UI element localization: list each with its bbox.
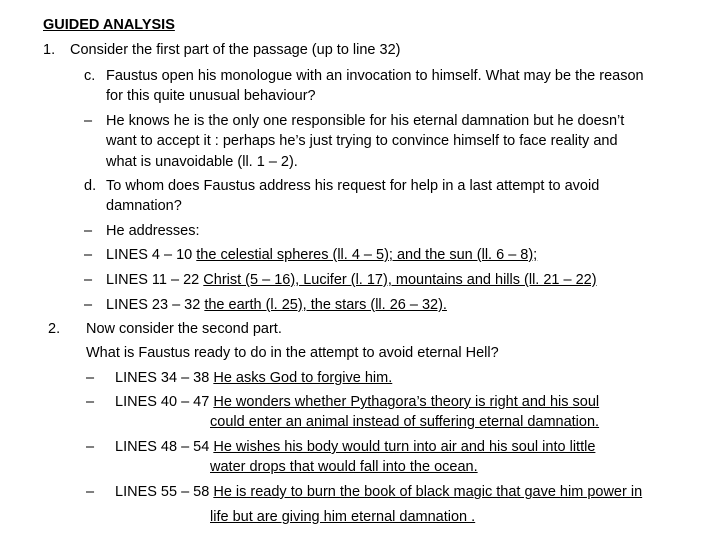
q2-answer-line <box>115 369 392 387</box>
q2-answer-line <box>115 483 642 501</box>
q1c-answer-line: He knows he is the only one responsible for his eternal damnation but he doesn’t <box>106 113 625 129</box>
q1d-label: d. <box>84 178 97 194</box>
q2-question: What is Faustus ready to do in the attempt to avoid eternal Hell? <box>86 345 499 361</box>
line-range: LINES 40 – 47 <box>115 394 214 410</box>
answer-underlined-cont: life but are giving him eternal damnation . <box>210 509 476 525</box>
q2-answer-line <box>115 393 599 411</box>
q1d-answer-dash: – <box>84 297 93 313</box>
q1c-label: c. <box>84 68 96 84</box>
q2-number: 2. <box>48 321 61 337</box>
q1d-answer-dash: – <box>84 223 93 239</box>
q1d-answer-dash: – <box>84 272 93 288</box>
line-range: LINES 34 – 38 <box>115 370 214 386</box>
document-title: GUIDED ANALYSIS <box>43 17 175 33</box>
q1d-answer-line <box>106 271 597 289</box>
q2-text: Now consider the second part. <box>86 321 282 337</box>
line-range: LINES 55 – 58 <box>115 484 214 500</box>
line-range: LINES 11 – 22 <box>106 272 204 288</box>
q1d-line: To whom does Faustus address his request for help in a last attempt to avoid <box>106 178 600 194</box>
answer-underlined-cont: water drops that would fall into the ocean. <box>210 459 478 475</box>
q2-answer-dash: – <box>86 439 95 455</box>
answer-underlined: He wonders whether Pythagora’s theory is right and his soul <box>213 394 600 410</box>
q1c-answer-line: want to accept it : perhaps he’s just trying to convince himself to face reality and <box>106 133 618 149</box>
q2-answer-dash: – <box>86 394 95 410</box>
q2-answer-line <box>115 438 595 456</box>
q1d-line: damnation? <box>106 198 182 214</box>
answer-underlined: He asks God to forgive him. <box>213 370 393 386</box>
answer-underlined: He is ready to burn the book of black magic that gave him power in <box>213 484 643 500</box>
answer-underlined: He wishes his body would turn into air and his soul into little <box>213 439 596 455</box>
line-range: LINES 23 – 32 <box>106 297 205 313</box>
q1c-answer-dash: – <box>84 113 93 129</box>
answer-underlined: the earth (l. 25), the stars (ll. 26 – 32). <box>204 297 447 313</box>
line-range: LINES 48 – 54 <box>115 439 214 455</box>
q1-text: Consider the first part of the passage (up to line 32) <box>70 42 401 58</box>
q1-number: 1. <box>43 42 56 58</box>
q1d-answer-line <box>106 246 537 264</box>
q2-answer-dash: – <box>86 370 95 386</box>
answer-underlined: the celestial spheres (ll. 4 – 5); and the sun (ll. 6 – 8); <box>196 247 538 263</box>
q1c-line: Faustus open his monologue with an invocation to himself. What may be the reason <box>106 68 644 84</box>
q2-answer-dash: – <box>86 484 95 500</box>
line-range: LINES 4 – 10 <box>106 247 197 263</box>
q1c-answer-line: what is unavoidable (ll. 1 – 2). <box>106 154 298 170</box>
answer-underlined-cont: could enter an animal instead of suffering eternal damnation. <box>210 414 600 430</box>
answer-underlined: Christ (5 – 16), Lucifer (l. 17), mountains and hills (ll. 21 – 22) <box>203 272 597 288</box>
q1d-answer-text: He addresses: <box>106 223 200 239</box>
q1c-line: for this quite unusual behaviour? <box>106 88 316 104</box>
q1d-answer-line <box>106 296 447 314</box>
q1d-answer-dash: – <box>84 247 93 263</box>
